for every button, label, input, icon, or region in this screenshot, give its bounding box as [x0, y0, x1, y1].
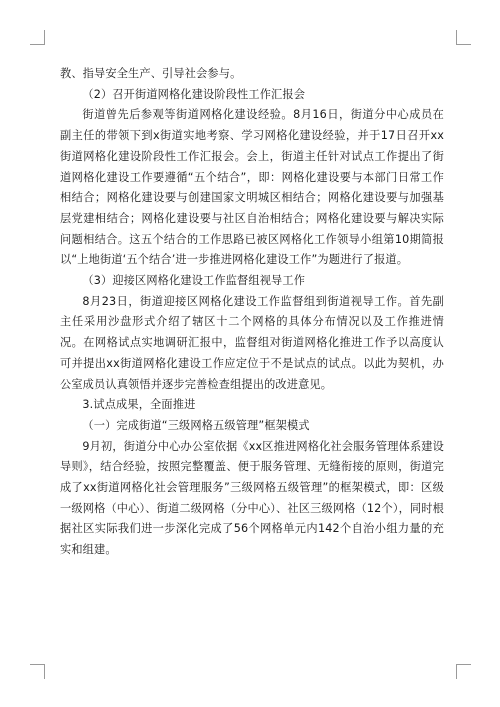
document-body	[60, 64, 444, 561]
subheading-work-report-meeting: （2）召开街道网格化建设阶段性工作汇报会	[82, 87, 306, 101]
paragraph-work-report: 街道曾先后参观等街道网格化建设经验。8月16日，街道分中心成员在副主任的带领下到x街道实地考察、学习网格化建设经验，并于17日召开xx街道网格化建设阶段性工作汇报会。会上，街道主任针对试点工作提出了街道网格化建设工作要遵循“五个结合”，即：网格化建设要与本部门日常工作相结合；网格化建设要与创建国家文明城区相结合；网格化建设要与加强基层党建相结合；网格化建设要与社区自治相结合；网格化建设要与解决实际问题相结合。这五个结合的工作思路已被区网格化工作领导小组第10期简报以“上地街道‘五个结合’进一步推进网格化建设工作”为题进行了报道。	[60, 108, 444, 267]
paragraph-grid-framework: 9月初，街道分中心办公室依据《xx区推进网格化社会服务管理体系建设导则》，结合经验，按照完整覆盖、便于服务管理、无缝衔接的原则，街道完成了xx街道网格化社会管理服务”三级网格五级管理”的框架模式，即：区级一级网格（中心）、街道二级网格（分中心）、社区三级网格（12个），同时根据社区实际我们进一步深化完成了56个网格单元内142个自治小组力量的充实和组建。	[60, 439, 444, 557]
crop-mark-top-right	[456, 30, 471, 45]
paragraph-continuation: 教、指导安全生产、引导社会参与。	[60, 67, 242, 80]
section-heading-pilot-results: 3.试点成果，全面推进	[82, 398, 196, 412]
subheading-supervision-visit: （3）迎接区网格化建设工作监督组视导工作	[82, 274, 306, 288]
subheading-grid-framework: （一）完成街道“三级网格五级管理”框架模式	[82, 418, 310, 432]
crop-mark-bottom-right	[456, 664, 471, 679]
paragraph-supervision-visit: 8月23日，街道迎接区网格化建设工作监督组到街道视导工作。首先副主任采用沙盘形式介绍了辖区十二个网格的具体分布情况以及工作推进情况。在网格试点实地调研汇报中，监督组对街道网格化推进工作予以高度认可并提出xx街道网格化建设工作应定位于不是试点的试点。以此为契机，办公室成员认真领悟并逐步完善检查组提出的改进意见。	[60, 294, 444, 391]
crop-mark-bottom-left	[30, 664, 45, 679]
crop-mark-top-left	[30, 30, 45, 45]
